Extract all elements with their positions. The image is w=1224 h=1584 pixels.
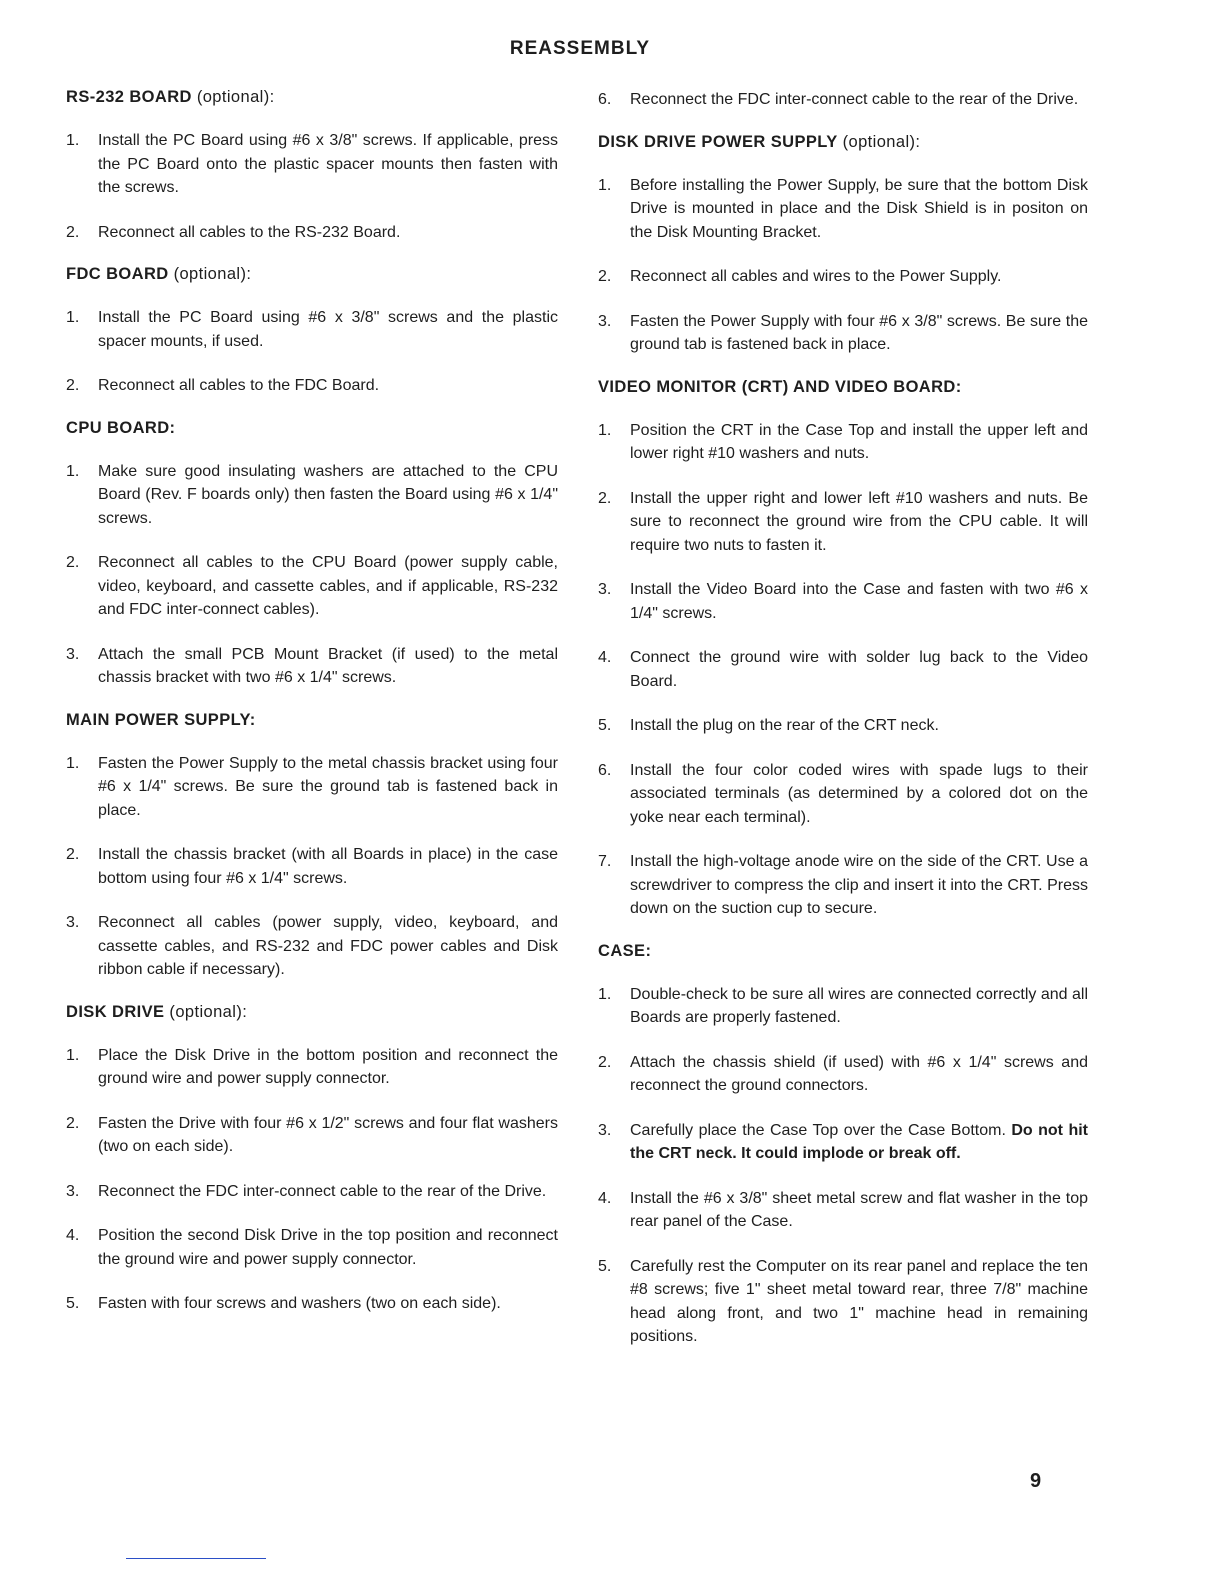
item-text: Carefully rest the Computer on its rear panel and replace the ten #8 screws; five 1" sheet metal toward rear, three 7/8" machine head along front, and two 1" machine head in remaining positions. (630, 1257, 1088, 1345)
item-text: Fasten with four screws and washers (two on each side). (98, 1295, 501, 1312)
heading-text: VIDEO MONITOR (CRT) AND VIDEO BOARD: (598, 377, 962, 396)
item-number: 2. (66, 223, 80, 241)
list-item (594, 646, 1088, 693)
item-text: Position the second Disk Drive in the top position and reconnect the ground wire and power supply connector. (98, 1227, 558, 1268)
list-item (62, 1044, 558, 1091)
section-main-power-supply (62, 711, 558, 982)
list-item (594, 310, 1088, 357)
list-item (62, 643, 558, 690)
item-text: Position the CRT in the Case Top and install the upper left and lower right #10 washers and nuts. (630, 421, 1088, 462)
heading-text: MAIN POWER SUPPLY: (66, 710, 256, 729)
item-number: 2. (66, 377, 80, 394)
item-number: 2. (598, 489, 612, 507)
item-text: Install the plug on the rear of the CRT neck. (630, 717, 939, 734)
item-number: 3. (598, 1121, 612, 1139)
list-item (594, 578, 1088, 625)
item-text: Attach the chassis shield (if used) with #6 x 1/4" screws and reconnect the ground connectors. (630, 1053, 1088, 1094)
list-item (62, 1292, 558, 1316)
item-number: 5. (66, 1295, 80, 1312)
list-item (62, 752, 558, 823)
list-item (594, 1255, 1088, 1349)
item-number: 3. (598, 312, 612, 330)
item-text: Place the Disk Drive in the bottom position and reconnect the ground wire and power supply connector. (98, 1046, 558, 1087)
item-text: Reconnect all cables and wires to the Power Supply. (630, 268, 1002, 285)
item-text-with-warning (630, 1119, 1088, 1166)
section-cpu-board (62, 419, 558, 690)
item-text: Reconnect all cables (power supply, video, keyboard, and cassette cables, and RS-232 and FDC power cables and Disk ribbon cable if necessary). (98, 914, 558, 978)
item-text: Reconnect the FDC inter-connect cable to the rear of the Drive. (98, 1182, 547, 1200)
section-heading (66, 1003, 558, 1022)
item-number: 2. (66, 846, 80, 863)
heading-note: (optional): (196, 88, 275, 106)
section-heading (66, 419, 558, 438)
heading-text: CPU BOARD: (66, 418, 176, 437)
item-number: 7. (598, 853, 612, 870)
item-text: Carefully place the Case Top over the Case Bottom. (630, 1121, 1006, 1139)
list-item (594, 850, 1088, 921)
list-item (594, 265, 1088, 289)
item-number: 1. (598, 176, 612, 194)
list-item (62, 221, 558, 245)
item-number: 3. (598, 581, 612, 598)
item-text: Install the Video Board into the Case and fasten with two #6 x 1/4" screws. (630, 581, 1088, 622)
divider (126, 1558, 266, 1559)
item-number: 1. (598, 421, 612, 439)
item-text: Fasten the Power Supply to the metal chassis bracket using four #6 x 1/4" screws. Be sure the ground tab is fastened back in place. (98, 754, 558, 819)
item-text: Reconnect all cables to the RS-232 Board. (98, 223, 401, 241)
warning-text: Do not hit the CRT neck. It could implode or break off. (630, 1121, 1088, 1162)
item-text: Reconnect all cables to the CPU Board (power supply cable, video, keyboard, and cassette cables, and if applicable, RS-232 and FDC inter-connect cables). (98, 554, 558, 618)
section-case (594, 942, 1088, 1349)
item-number: 3. (66, 1182, 80, 1200)
section-rs232-board (62, 88, 558, 244)
item-number: 1. (598, 985, 612, 1003)
item-text: Double-check to be sure all wires are connected correctly and all Boards are properly fastened. (630, 985, 1089, 1026)
item-text: Reconnect all cables to the FDC Board. (98, 377, 380, 394)
section-disk-drive (62, 1003, 558, 1316)
list-item (62, 843, 558, 890)
section-fdc-board (62, 265, 558, 398)
item-text: Reconnect the FDC inter-connect cable to the rear of the Drive. (630, 91, 1079, 108)
item-text: Fasten the Drive with four #6 x 1/2" screws and four flat washers (two on each side). (98, 1114, 558, 1155)
heading-text: DISK DRIVE POWER SUPPLY (598, 132, 838, 151)
right-column (594, 88, 1088, 1370)
item-number: 3. (66, 914, 80, 931)
list-item (62, 306, 558, 353)
item-text: Install the high-voltage anode wire on the side of the CRT. Use a screwdriver to compress the clip and insert it into the CRT. Press down on the suction cup to secure. (630, 853, 1088, 917)
heading-note: (optional): (173, 265, 252, 283)
item-number: 4. (598, 649, 612, 666)
heading-note: (optional): (842, 132, 921, 151)
section-heading (598, 378, 1088, 397)
item-number: 1. (66, 1046, 80, 1064)
item-number: 3. (66, 645, 80, 663)
item-number: 5. (598, 1257, 612, 1275)
list-item (62, 374, 558, 398)
item-text: Install the PC Board using #6 x 3/8" screws. If applicable, press the PC Board onto the plastic spacer mounts then fasten with the screws. (98, 132, 558, 196)
item-number: 4. (66, 1227, 80, 1244)
page-number: 9 (1030, 1470, 1042, 1492)
heading-text: RS-232 BOARD (66, 88, 192, 106)
item-number: 2. (66, 554, 80, 571)
section-disk-drive-continued (594, 88, 1088, 112)
list-item (594, 759, 1088, 830)
list-item (594, 419, 1088, 466)
section-heading (66, 265, 558, 284)
item-text: Install the upper right and lower left #10 washers and nuts. Be sure to reconnect the ground wire from the CPU cable. It will require two nuts to fasten it. (630, 489, 1088, 554)
list-item (62, 1180, 558, 1204)
list-item (594, 88, 1088, 112)
item-number: 2. (598, 268, 612, 285)
page-title: REASSEMBLY (509, 38, 651, 59)
section-heading (66, 88, 558, 107)
list-item (62, 1112, 558, 1159)
item-number: 5. (598, 717, 612, 734)
heading-text: FDC BOARD (66, 265, 169, 283)
section-heading (66, 711, 558, 730)
item-text: Connect the ground wire with solder lug back to the Video Board. (630, 649, 1088, 690)
item-text: Before installing the Power Supply, be sure that the bottom Disk Drive is mounted in place and the Disk Shield is in positon on the Disk Mounting Bracket. (630, 176, 1088, 241)
item-text: Make sure good insulating washers are attached to the CPU Board (Rev. F boards only) then fasten the Board using #6 x 1/4" screws. (98, 462, 558, 527)
list-item (62, 460, 558, 531)
item-text: Attach the small PCB Mount Bracket (if used) to the metal chassis bracket with two #6 x 1/4" screws. (98, 645, 558, 686)
heading-note: (optional): (169, 1002, 248, 1021)
section-heading (598, 133, 1088, 152)
item-text: Install the #6 x 3/8" sheet metal screw and flat washer in the top rear panel of the Case. (630, 1189, 1088, 1230)
section-disk-drive-power-supply (594, 133, 1088, 357)
list-item (62, 129, 558, 200)
list-item (594, 1119, 1088, 1166)
list-item (594, 1051, 1088, 1098)
item-number: 1. (66, 309, 80, 326)
section-heading (598, 942, 1088, 961)
item-text: Fasten the Power Supply with four #6 x 3/8" screws. Be sure the ground tab is fastened back in place. (630, 312, 1088, 353)
item-number: 1. (66, 754, 80, 772)
item-number: 6. (598, 761, 612, 779)
list-item (594, 983, 1088, 1030)
item-text: Install the four color coded wires with spade lugs to their associated terminals (as determined by a colored dot on the yoke near each terminal). (630, 761, 1088, 826)
list-item (594, 714, 1088, 738)
item-number: 6. (598, 91, 612, 108)
item-number: 1. (66, 132, 80, 149)
list-item (594, 487, 1088, 558)
heading-text: CASE: (598, 941, 652, 960)
item-number: 2. (598, 1053, 612, 1071)
left-column (62, 88, 558, 1337)
list-item (62, 551, 558, 622)
item-number: 4. (598, 1189, 612, 1207)
item-number: 1. (66, 462, 80, 480)
item-text: Install the chassis bracket (with all Boards in place) in the case bottom using four #6 x 1/4" screws. (98, 846, 558, 887)
list-item (594, 174, 1088, 245)
list-item (62, 1224, 558, 1271)
heading-text: DISK DRIVE (66, 1002, 165, 1021)
item-number: 2. (66, 1114, 80, 1132)
list-item (62, 911, 558, 982)
list-item (594, 1187, 1088, 1234)
item-text: Install the PC Board using #6 x 3/8" screws and the plastic spacer mounts, if used. (98, 309, 558, 350)
section-video-monitor (594, 378, 1088, 921)
